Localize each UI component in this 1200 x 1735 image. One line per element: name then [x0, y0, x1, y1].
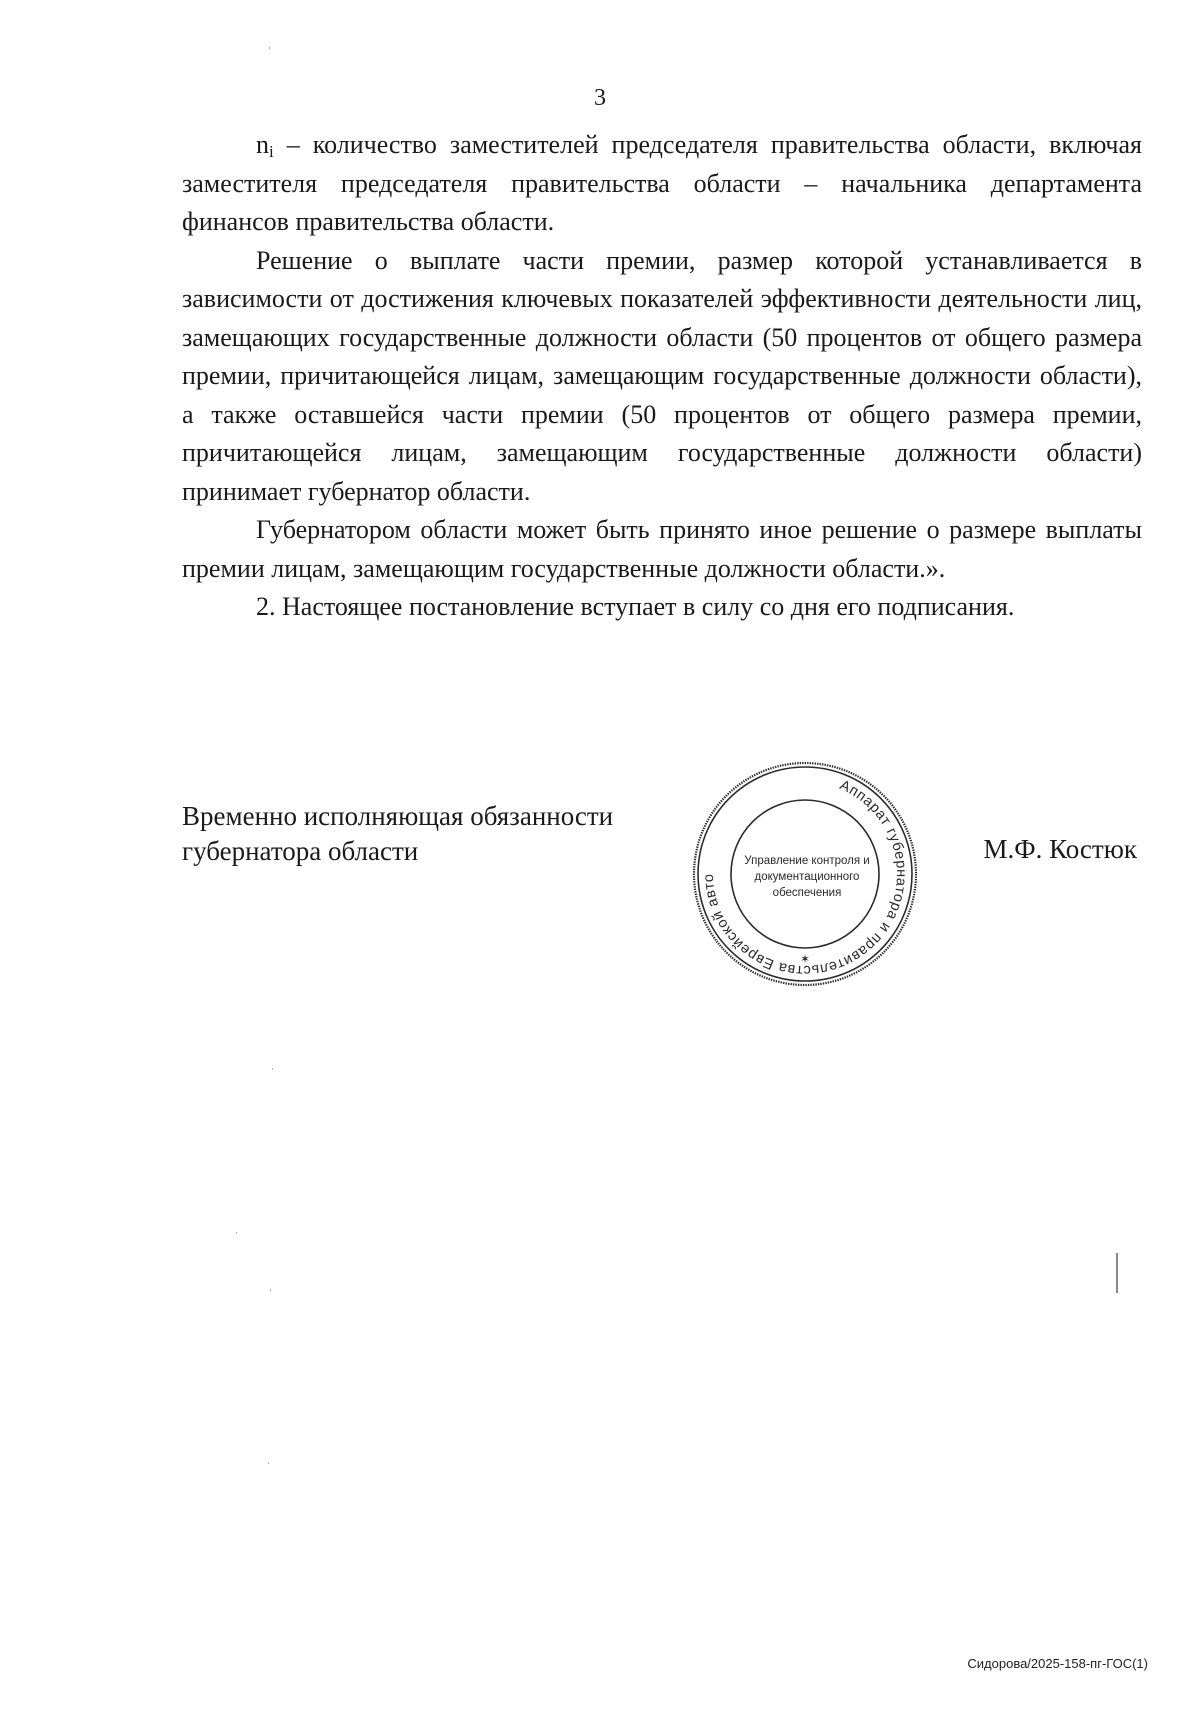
signatory-position-line2: губернатора области	[182, 836, 419, 866]
svg-text:документационного: документационного	[754, 871, 860, 883]
variable-subscript: i	[269, 142, 274, 161]
signatory-name: М.Ф. Костюк	[983, 834, 1137, 864]
paragraph-effective-date: 2. Настоящее постановление вступает в силу со дня его подписания.	[256, 592, 1015, 621]
signatory-position-line1: Временно исполняющая обязанности	[182, 801, 614, 831]
scan-speck	[268, 1462, 269, 1464]
signatory-position	[182, 799, 613, 869]
scan-speck	[269, 47, 270, 49]
paragraph-bonus-decision: Решение о выплате части премии, размер которой устанавливается в зависимости от достижения ключевых показателей эффективности деятельности лиц, замещающих государственные должности области (50 процентов от общего размера премии, причитающейся лицам, замещающим государственные должности области), а также оставшейся части премии (50 процентов от общего размера премии, причитающейся лицам, замещающим государственные должности области) принимает губернатор области.	[182, 245, 1142, 506]
document-reference: Сидорова/2025-158-пг-ГОС(1)	[967, 1656, 1148, 1671]
paragraph-definition	[182, 126, 1142, 242]
svg-text:Аппарат губернатора и правител: Аппарат губернатора и правительства Еврейской авто	[700, 777, 910, 979]
variable-n: n	[256, 130, 269, 159]
scan-artifact-line	[1116, 1253, 1118, 1293]
official-seal-graphic	[691, 760, 919, 988]
page-number: 3	[594, 85, 606, 111]
svg-text:✶: ✶	[799, 952, 811, 966]
official-seal	[691, 760, 919, 988]
svg-text:Управление контроля и: Управление контроля и	[744, 855, 870, 867]
scan-speck	[270, 1289, 271, 1291]
definition-text: – количество заместителей председателя правительства области, включая заместителя председателя правительства области – начальника департамента финансов правительства области.	[182, 130, 1142, 236]
document-body	[182, 126, 1142, 627]
svg-text:обеспечения: обеспечения	[772, 887, 842, 899]
paragraph-governor-decision: Губернатором области может быть принято иное решение о размере выплаты премии лицам, замещающим государственные должности области.».	[182, 515, 1142, 583]
scan-speck	[272, 1068, 273, 1070]
scan-speck	[236, 1232, 237, 1234]
